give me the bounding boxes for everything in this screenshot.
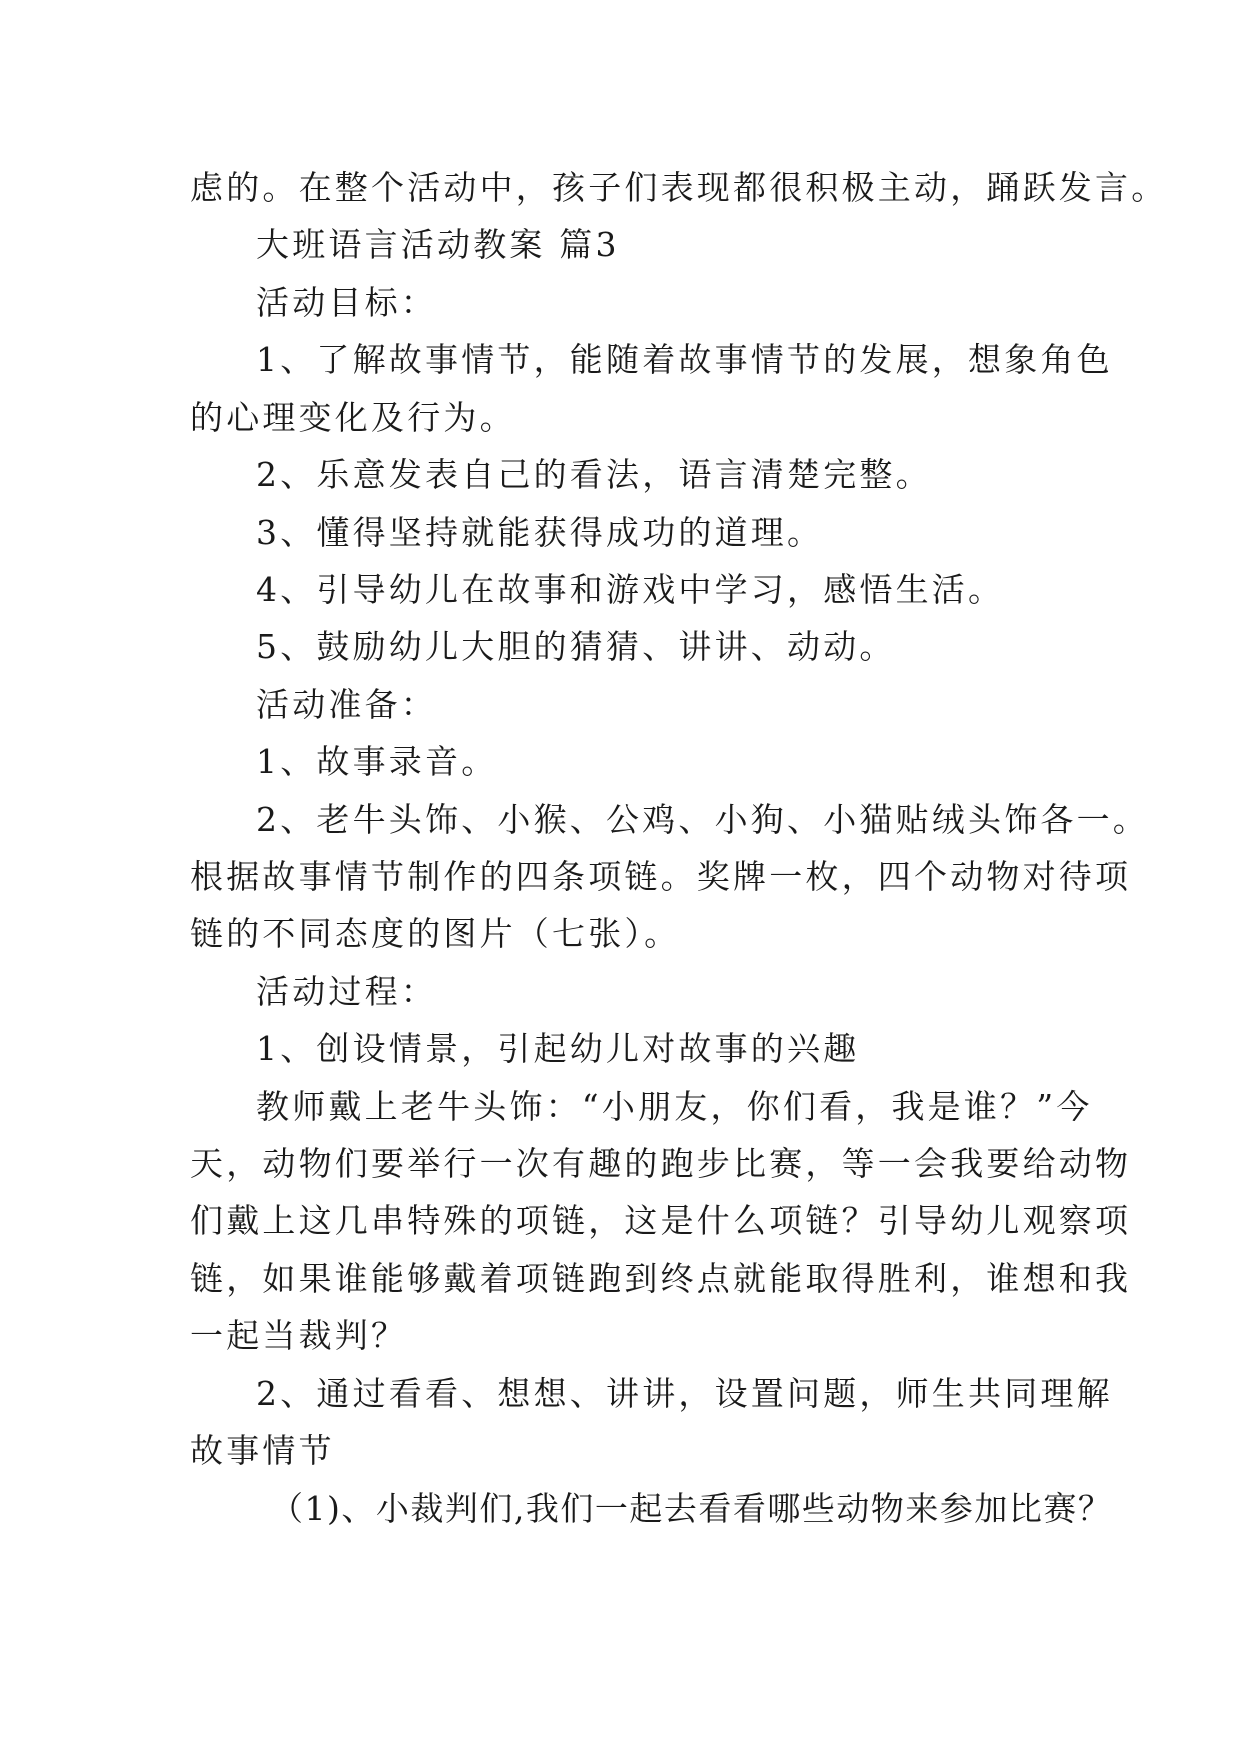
- list-item: 2、通过看看、想想、讲讲，设置问题，师生共同理解: [256, 1374, 1113, 1413]
- paragraph-line: 的心理变化及行为。: [190, 398, 516, 437]
- paragraph-line: 虑的。在整个活动中，孩子们表现都很积极主动，踊跃发言。: [190, 168, 1168, 207]
- list-item: 5、鼓励幼儿大胆的猜猜、讲讲、动动。: [256, 627, 896, 666]
- paragraph-line: 一起当裁判？: [190, 1316, 408, 1355]
- list-item: 1、创设情景，引起幼儿对故事的兴趣: [256, 1029, 860, 1068]
- paragraph-line: 们戴上这几串特殊的项链，这是什么项链？引导幼儿观察项: [190, 1201, 1132, 1240]
- list-item: 1、了解故事情节，能随着故事情节的发展，想象角色: [256, 340, 1113, 379]
- subheading-activity-prep: 活动准备：: [256, 685, 437, 724]
- list-item: 2、乐意发表自己的看法，语言清楚完整。: [256, 455, 932, 494]
- paragraph-line: 天，动物们要举行一次有趣的跑步比赛，等一会我要给动物: [190, 1144, 1132, 1183]
- list-item: 1、故事录音。: [256, 742, 498, 781]
- list-item: 2、老牛头饰、小猴、公鸡、小狗、小猫贴绒头饰各一。: [256, 800, 1149, 839]
- paragraph-line: 根据故事情节制作的四条项链。奖牌一枚，四个动物对待项: [190, 857, 1132, 896]
- subheading-activity-goals: 活动目标：: [256, 283, 437, 322]
- paragraph-line: 教师戴上老牛头饰：“小朋友，你们看，我是谁？”今: [256, 1087, 1093, 1126]
- paragraph-line: 链，如果谁能够戴着项链跑到终点就能取得胜利，谁想和我: [190, 1259, 1132, 1298]
- list-item: （1)、小裁判们,我们一起去看看哪些动物来参加比赛？: [270, 1489, 1113, 1528]
- list-item: 4、引导幼儿在故事和游戏中学习，感悟生活。: [256, 570, 1005, 609]
- subheading-activity-process: 活动过程：: [256, 972, 437, 1011]
- paragraph-line: 链的不同态度的图片（七张）。: [190, 914, 681, 953]
- section-heading: 大班语言活动教案 篇3: [256, 225, 620, 264]
- paragraph-line: 故事情节: [190, 1431, 335, 1470]
- list-item: 3、懂得坚持就能获得成功的道理。: [256, 513, 824, 552]
